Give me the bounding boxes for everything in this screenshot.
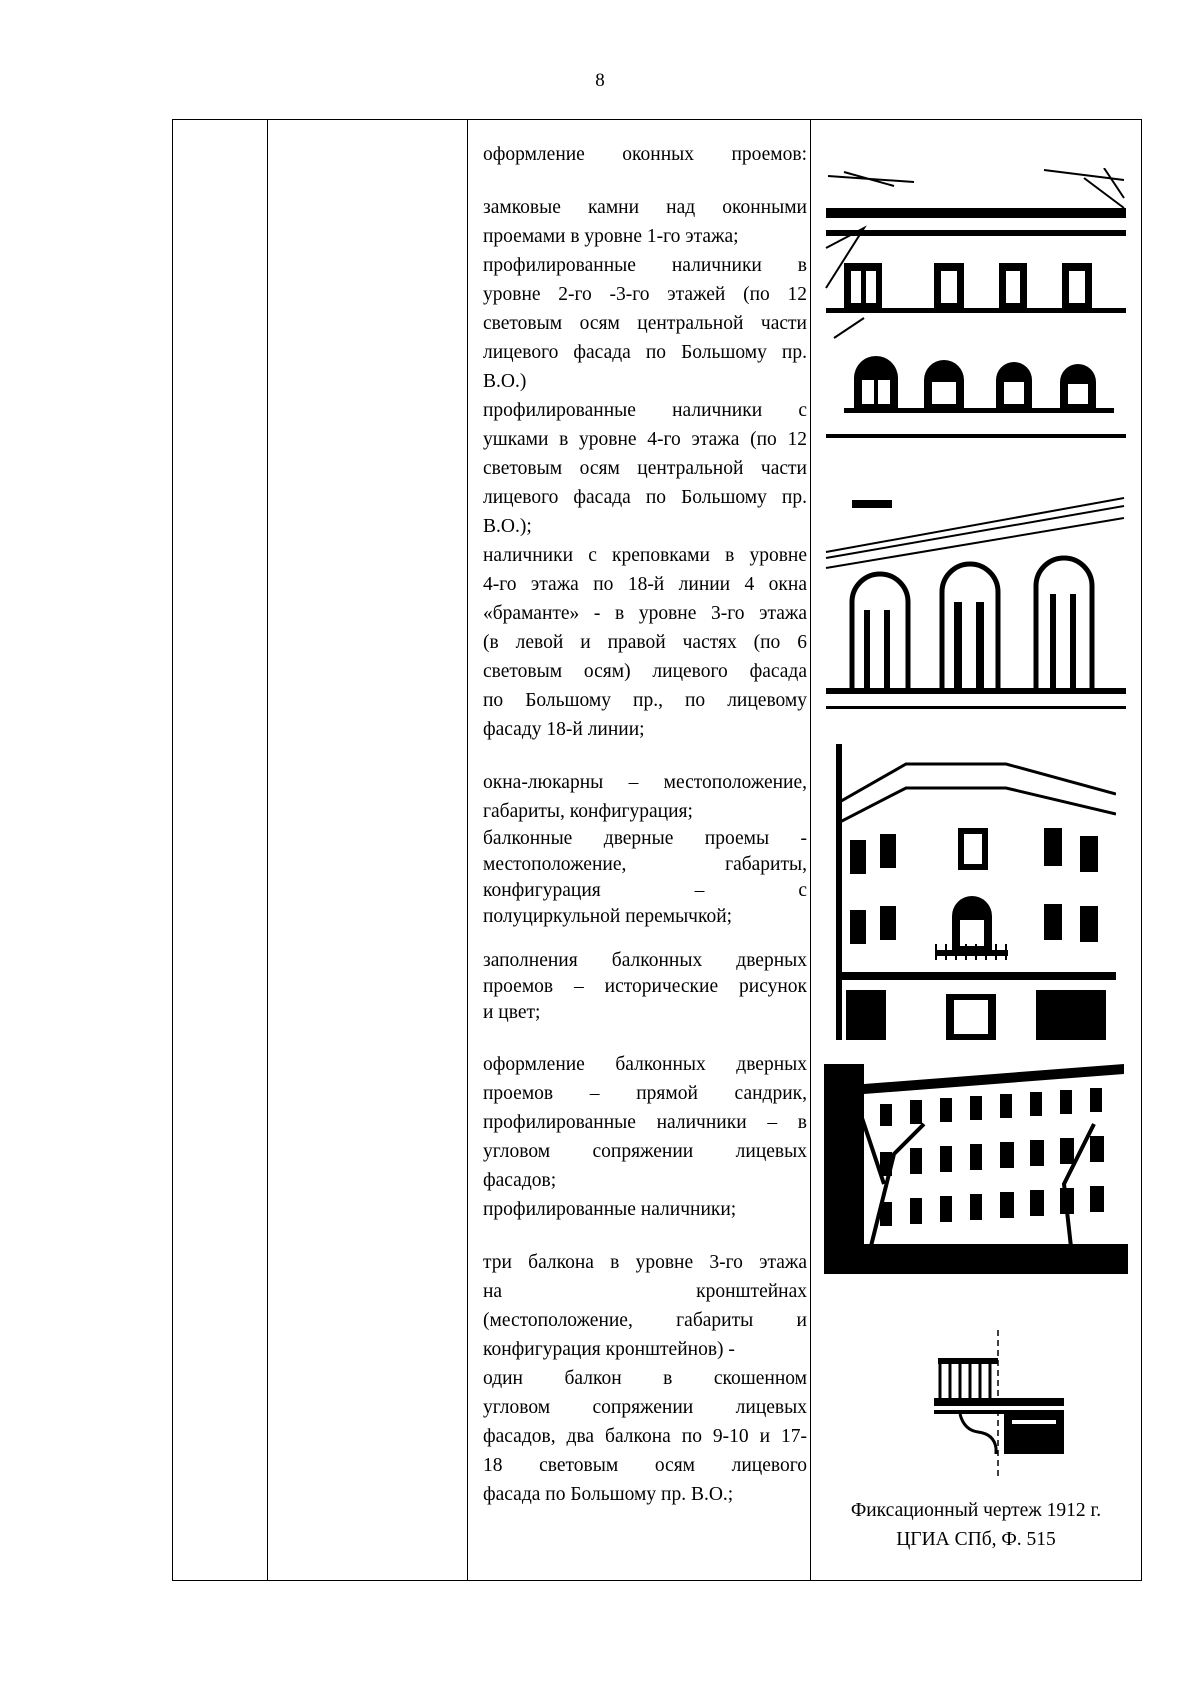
- text-line: световым осям) лицевого фасада: [483, 661, 807, 682]
- text-line: конфигурация кронштейнов) -: [483, 1339, 735, 1360]
- corner-building-photo: [836, 744, 1116, 1040]
- image-caption: [824, 1496, 1128, 1554]
- text-block-balcony-decoration: [483, 1050, 807, 1195]
- column-divider-2: [467, 120, 468, 1580]
- text-line: оформление балконных дверных: [483, 1054, 807, 1075]
- text-block-balcony-fill: [483, 948, 807, 1026]
- text-line: проемами в уровне 1-го этажа;: [483, 226, 739, 247]
- text-line: лицевого фасада по Большому пр.: [483, 487, 807, 508]
- text-block-profiled-surrounds: [483, 251, 807, 396]
- text-line: световым осям центральной части: [483, 313, 807, 334]
- text-line: проемов – прямой сандрик,: [483, 1083, 807, 1104]
- text-block-three-balconies: [483, 1248, 807, 1509]
- column-divider-1: [267, 120, 268, 1580]
- text-line: фасадов;: [483, 1170, 557, 1191]
- description-column: [483, 140, 807, 1509]
- text-block-bramante-windows: [483, 541, 807, 744]
- text-line: проемов – исторические рисунок: [483, 976, 807, 997]
- text-line: и цвет;: [483, 1002, 541, 1023]
- facade-trees-photo: [824, 1064, 1128, 1274]
- balcony-bracket-drawing: [930, 1330, 1070, 1480]
- text-line: конфигурация – с: [483, 880, 807, 901]
- text-block-keystones: [483, 193, 807, 251]
- text-line: заполнения балконных дверных: [483, 950, 807, 971]
- text-line: местоположение, габариты,: [483, 854, 807, 875]
- text-line: 18 световым осям лицевого: [483, 1455, 807, 1476]
- text-line: замковые камни над оконными: [483, 197, 807, 218]
- text-line: 4-го этажа по 18-й линии 4 окна: [483, 574, 807, 595]
- text-line: три балкона в уровне 3-го этажа: [483, 1252, 807, 1273]
- text-line: профилированные наличники с: [483, 400, 807, 421]
- page-number: 8: [595, 70, 605, 91]
- text-line: угловом сопряжении лицевых: [483, 1141, 807, 1162]
- column-divider-3: [810, 120, 811, 1580]
- text-line: наличники с креповками в уровне: [483, 545, 807, 566]
- caption-source-drawing: Фиксационный чертеж 1912 г.: [850, 1500, 1102, 1521]
- text-line: В.О.): [483, 371, 527, 392]
- text-line: по Большому пр., по лицевому: [483, 690, 807, 711]
- text-line: (местоположение, габариты и: [483, 1310, 807, 1331]
- text-line: угловом сопряжении лицевых: [483, 1397, 807, 1418]
- text-line: фасадов, два балкона по 9-10 и 17-: [483, 1426, 807, 1447]
- text-line: лицевого фасада по Большому пр.: [483, 342, 807, 363]
- text-block-window-heading: [483, 140, 807, 169]
- arched-windows-photo: [824, 492, 1128, 718]
- text-block-eared-surrounds: [483, 396, 807, 541]
- text-line: на кронштейнах: [483, 1281, 807, 1302]
- text-line: фасаду 18-й линии;: [483, 719, 645, 740]
- text-block-profiled-surrounds-2: [483, 1195, 807, 1224]
- text-line: оформление оконных проемов:: [483, 144, 807, 165]
- text-line: профилированные наличники;: [483, 1199, 737, 1220]
- text-line: балконные дверные проемы -: [483, 828, 807, 849]
- text-line: окна-люкарны – местоположение,: [483, 772, 807, 793]
- text-line: габариты, конфигурация;: [483, 801, 693, 822]
- text-line: профилированные наличники – в: [483, 1112, 807, 1133]
- text-line: световым осям центральной части: [483, 458, 807, 479]
- text-line: полуциркульной перемычкой;: [483, 906, 733, 927]
- caption-archive-ref: ЦГИА СПб, Ф. 515: [896, 1529, 1056, 1550]
- text-line: «браманте» - в уровне 3-го этажа: [483, 603, 807, 624]
- text-block-dormer-windows: [483, 768, 807, 826]
- text-line: В.О.);: [483, 516, 532, 537]
- text-line: фасада по Большому пр. В.О.;: [483, 1484, 734, 1505]
- text-line: один балкон в скошенном: [483, 1368, 807, 1389]
- text-line: (в левой и правой частях (по 6: [483, 632, 807, 653]
- text-line: уровне 2-го -3-го этажей (по 12: [483, 284, 807, 305]
- text-block-balcony-openings: [483, 826, 807, 930]
- text-line: ушками в уровне 4-го этажа (по 12: [483, 429, 807, 450]
- facade-windows-photo: [824, 168, 1128, 440]
- text-line: профилированные наличники в: [483, 255, 807, 276]
